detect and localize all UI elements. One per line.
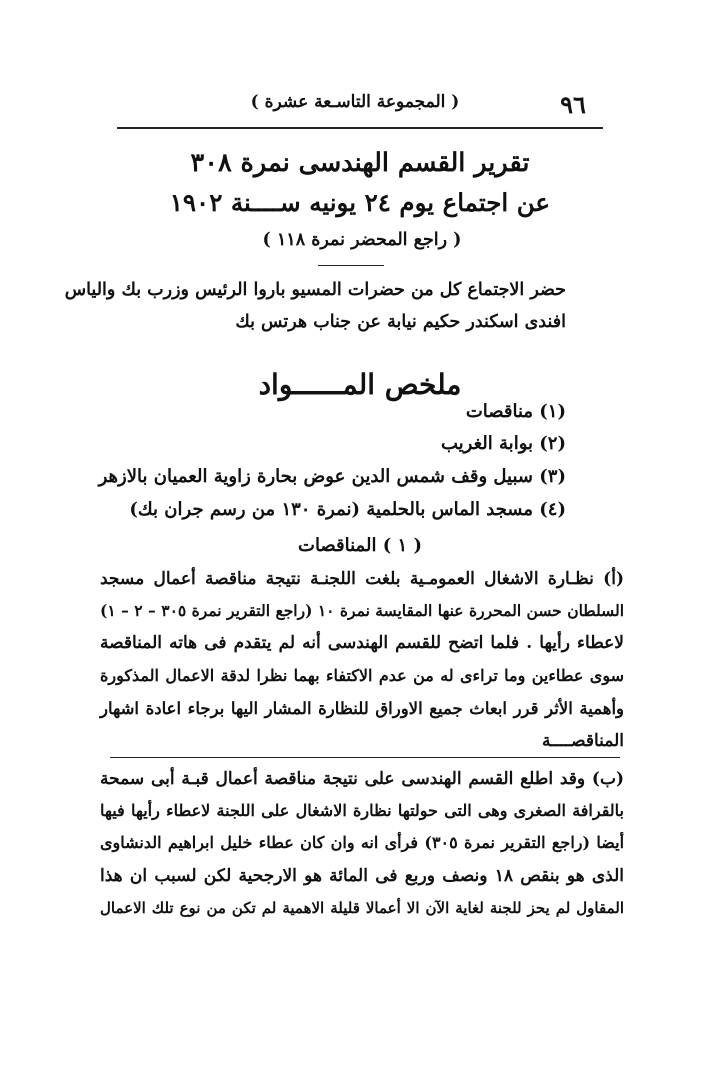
running-title: ( المجموعة التاسـعة عشرة )	[250, 92, 460, 112]
attendance-line: افندى اسكندر حكيم نيابة عن جناب هرتس بك	[235, 312, 566, 332]
title-divider	[318, 265, 384, 266]
paragraph-b-line: المقاول لم يحز للجنة لغاية الآن الا أعمالا قليلة الاهمية لم تكن من نوع تلك الاعمال	[100, 899, 624, 917]
paragraph-b-line: أيضا (راجع التقرير نمرة ٣٠٥) فرأى انه وان كان عطاء خليل ابراهيم الدنشاوى	[100, 833, 625, 852]
summary-item: (٤) مسجد الماس بالحلمية (نمرة ١٣٠ من رسم جران بك)	[129, 499, 566, 520]
paragraph-a-line: المناقصــــة	[542, 731, 624, 751]
header-rule	[117, 127, 603, 129]
report-reference: ( راجع المحضر نمرة ١١٨ )	[262, 230, 462, 250]
report-title: تقرير القسم الهندسى نمرة ٣٠٨	[190, 148, 530, 178]
paragraph-b-line: الذى هو بنقص ١٨ ونصف وربع فى المائة هو الارجحية لكن لسبب ان هذا	[100, 866, 624, 886]
section-heading: ( ١ ) المناقصات	[298, 535, 422, 556]
paragraph-b-line: بالقرافة الصغرى وهى التى حولتها نظارة الاشغال على اللجنة لاعطاء رأيها فيها	[100, 801, 624, 820]
page-number: ٩٦	[560, 90, 586, 119]
paragraph-b-line: (ب) وقد اطلع القسم الهندسى على نتيجة مناقصة أعمال قبـة أبى سمحة	[100, 769, 624, 789]
paragraph-a-line: سوى عطاءين وما تراءى له من عدم الاكتفاء بهما نظرا لدقة الاعمال المذكورة	[100, 666, 624, 685]
report-date: عن اجتماع يوم ٢٤ يونيه ســــنة ١٩٠٢	[169, 188, 550, 217]
summary-item: (١) مناقصات	[465, 401, 566, 422]
summary-item: (٣) سبيل وقف شمس الدين عوض بحارة زاوية العميان بالازهر	[98, 466, 566, 487]
summary-item: (٢) بوابة الغريب	[440, 433, 566, 454]
paragraph-a-line: وأهمية الأثر قرر ابعاث جميع الاوراق للنظارة المشار اليها برجاء اعادة اشهار	[100, 699, 624, 718]
paragraph-a-line: السلطان حسن المحررة عنها المقايسة نمرة ١٠ (راجع التقرير نمرة ٣٠٥ – ٢ – ١)	[100, 601, 625, 620]
paragraph-a-line: (أ) نظـارة الاشغال العمومـية بلغت اللجنـة نتيجة مناقصة أعمال مسجد	[100, 569, 624, 589]
attendance-line: حضر الاجتماع كل من حضرات المسيو باروا الرئيس وزرب بك والياس	[64, 280, 566, 300]
paragraph-divider	[110, 757, 620, 758]
summary-heading: ملخص المــــــواد	[258, 368, 462, 401]
paragraph-a-line: لاعطاء رأيها . فلما اتضح للقسم الهندسى أنه لم يتقدم فى هاته المناقصة	[100, 633, 624, 653]
